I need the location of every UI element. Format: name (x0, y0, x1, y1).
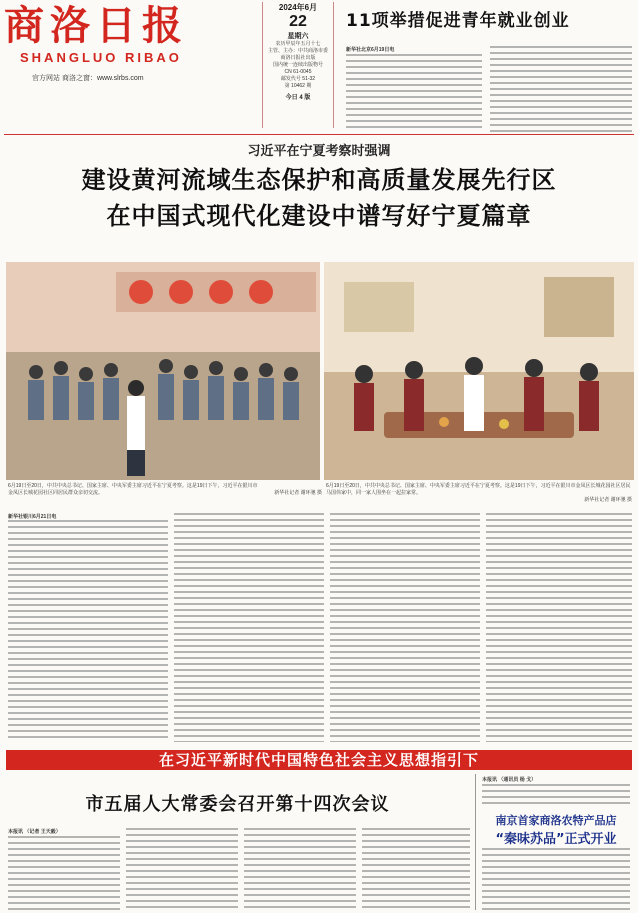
meeting-body-col3 (244, 828, 356, 910)
website-line: 官方网站 商洛之窗：www.slrbs.com (32, 75, 144, 82)
meeting-story-byline: 本报讯 （记者 王天毅） (8, 829, 61, 835)
lead-body-dateline: 新华社银川6月21日电 (8, 514, 57, 520)
home-visit-illustration (324, 262, 634, 480)
issue-cn-number: CN 61-0045 (284, 69, 312, 75)
right-photo-caption: 6月19日至20日，中共中央总书记、国家主席、中央军委主席习近平在宁夏考察。这是19日下午，习近平在银川市金凤区长城花园社区居民马国伟家中，同一家人围坐在一起拉家常。 (326, 483, 631, 496)
masthead-divider (4, 134, 634, 135)
lead-photo-left (6, 262, 320, 480)
lead-body-col2 (174, 513, 324, 742)
lead-story-headline-line1: 建设黄河流域生态保护和高质量发展先行区 (81, 166, 557, 194)
lead-photo-right (324, 262, 634, 480)
issue-info-column (262, 2, 334, 128)
right-photo-credit: 新华社记者 谢环驰 摄 (584, 497, 632, 503)
newspaper-title: 商洛日报 (4, 2, 188, 49)
lead-story-kicker: 习近平在宁夏考察时强调 (247, 144, 391, 159)
meeting-body-col4 (362, 828, 470, 910)
meeting-body-col1 (8, 836, 120, 910)
issue-issn-label: 国内统一连续出版物号 (272, 62, 323, 68)
side-story-byline: 本报讯 （通讯员 杨 戈） (482, 777, 537, 783)
issue-lunar: 农历甲辰年五月十七 (275, 41, 321, 47)
meeting-story-headline: 市五届人大常委会召开第十四次会议 (85, 794, 390, 815)
side-story-divider (475, 774, 476, 910)
newspaper-logo (4, 2, 266, 82)
lead-body-col1 (8, 520, 168, 742)
section-banner: 在习近平新时代中国特色社会主义思想指引下 (6, 750, 632, 770)
issue-day: 22 (289, 13, 307, 30)
lead-story-headline-line2: 在中国式现代化建设中谱写好宁夏篇章 (106, 202, 532, 230)
side-story-headline-line2: “秦味苏品”正式开业 (495, 832, 617, 847)
left-photo-caption: 6月19日至20日，中共中央总书记、国家主席、中央军委主席习近平在宁夏考察。这是19日下午，习近平在银川市金凤区长城花园社区同居民群众亲切交流。 (8, 483, 258, 496)
issue-weekday: 星期六 (287, 33, 309, 40)
left-photo-credit: 新华社记者 谢环驰 摄 (274, 490, 322, 496)
issue-number: 第 10462 期 (284, 83, 312, 89)
top-story-body-col1 (346, 54, 482, 132)
issue-sponsor: 主管、主办：中共商洛市委 (267, 48, 328, 54)
top-story-body-col2 (490, 46, 632, 132)
lead-body-col3 (330, 513, 480, 742)
side-story-body (482, 848, 630, 910)
top-story-dateline: 新华社北京6月19日电 (346, 47, 395, 53)
issue-year-month: 2024年6月 (278, 3, 318, 12)
issue-publisher: 商洛日报社出版 (280, 55, 316, 61)
meeting-body-col2 (126, 828, 238, 910)
issue-postal-code: 邮发代号 51-32 (280, 76, 316, 82)
lead-body-col4 (486, 513, 632, 742)
top-story-headline: 11项举措促进青年就业创业 (346, 11, 570, 31)
community-visit-illustration (6, 262, 320, 480)
side-story-headline-line1: 南京首家商洛农特产品店 (495, 814, 617, 827)
issue-pages: 今日 4 版 (285, 95, 311, 101)
newspaper-pinyin: SHANGLUO RIBAO (20, 50, 182, 65)
side-story-lead-text (482, 784, 630, 806)
